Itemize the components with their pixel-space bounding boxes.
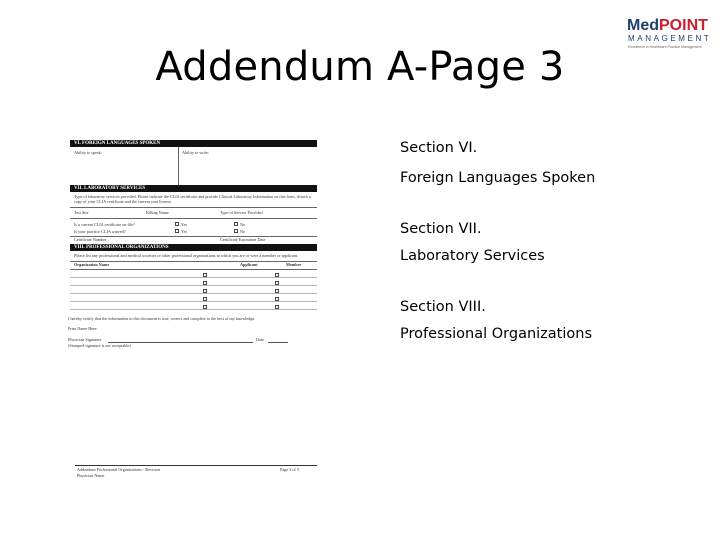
section-heading: Section VII. xyxy=(400,221,482,237)
form-footer-text: Addendum Professional Organizations - Revision xyxy=(77,467,161,472)
form-divider xyxy=(70,207,317,208)
form-text: I hereby certify that the information in this document is true, correct and complete to the best of my knowledge. xyxy=(68,316,256,321)
checkbox-yes xyxy=(175,229,179,233)
form-divider xyxy=(70,218,317,219)
section-description: Professional Organizations xyxy=(400,326,593,342)
section-description: Foreign Languages Spoken xyxy=(400,170,596,186)
form-label: Test Site xyxy=(74,210,89,215)
section-description: Laboratory Services xyxy=(400,248,545,264)
form-label: Is your practice CLIA waived? xyxy=(74,229,126,234)
form-column-header: Applicant xyxy=(240,262,258,267)
form-label: Certificate Number xyxy=(74,237,107,242)
logo-wordmark: MedPOINT xyxy=(627,17,708,34)
checkbox-no xyxy=(234,229,238,233)
section-heading: Section VIII. xyxy=(400,299,486,315)
checkbox xyxy=(203,297,207,301)
form-label: No xyxy=(240,222,246,227)
slide-title: Addendum A-Page 3 xyxy=(155,44,565,90)
table-row xyxy=(70,277,317,278)
checkbox xyxy=(203,305,207,309)
form-thumbnail xyxy=(70,140,318,312)
checkbox-yes xyxy=(175,222,179,226)
checkbox xyxy=(203,281,207,285)
form-divider xyxy=(70,236,317,237)
form-note: Please list any professional and medical societies or other professional organizations in which you are or were a member or applicant. xyxy=(74,253,298,258)
form-note: Type of laboratory services provided. Please indicate the CLIA certificate and provide Clinical Laboratory Information on this form. Attach a copy of your CLIA certificate and the current year license. xyxy=(74,194,311,204)
table-row xyxy=(70,309,317,310)
footer-rule xyxy=(75,465,317,466)
checkbox xyxy=(275,305,279,309)
logo-subline: MANAGEMENT xyxy=(628,34,712,43)
medpoint-logo xyxy=(627,17,712,49)
checkbox xyxy=(203,289,207,293)
table-row xyxy=(70,285,317,286)
form-text: Print Name Here: xyxy=(68,326,98,331)
form-divider xyxy=(178,147,179,185)
form-header-sec8: VIII. PROFESSIONAL ORGANIZATIONS xyxy=(70,244,317,251)
form-divider xyxy=(70,269,317,270)
logo-tagline: Excellence in Healthcare Practice Management xyxy=(628,45,702,49)
checkbox xyxy=(275,273,279,277)
form-label: Ability to write: xyxy=(182,150,209,155)
form-column-header: Member xyxy=(286,262,302,267)
form-text: Physician Signature xyxy=(68,337,102,342)
form-header-sec7: VII. LABORATORY SERVICES xyxy=(70,185,317,192)
checkbox xyxy=(275,281,279,285)
form-label: Certificate Expiration Date xyxy=(220,237,266,242)
form-label: Is a current CLIA certificate on file? xyxy=(74,222,135,227)
form-column-header: Organization Name xyxy=(74,262,110,267)
table-row xyxy=(70,293,317,294)
form-label: Yes xyxy=(181,229,188,234)
form-footer-text: Physician Name xyxy=(77,473,105,478)
date-line xyxy=(268,342,288,343)
form-text: Date xyxy=(256,337,264,342)
checkbox-no xyxy=(234,222,238,226)
section-heading: Section VI. xyxy=(400,140,478,156)
form-label: Billing Name xyxy=(146,210,169,215)
form-footer-page: Page 3 of 3 xyxy=(280,467,299,472)
checkbox xyxy=(275,289,279,293)
form-label: No xyxy=(240,229,246,234)
table-row xyxy=(70,301,317,302)
checkbox xyxy=(203,273,207,277)
form-certification xyxy=(68,312,318,372)
form-label: Ability to speak: xyxy=(74,150,102,155)
form-header-sec6: VI. FOREIGN LANGUAGES SPOKEN xyxy=(70,140,317,147)
form-label: Type of Service Provided xyxy=(220,210,263,215)
checkbox xyxy=(275,297,279,301)
form-text: (Stamped signature is not acceptable) xyxy=(68,343,131,348)
form-label: Yes xyxy=(181,222,188,227)
form-footer xyxy=(75,465,320,485)
